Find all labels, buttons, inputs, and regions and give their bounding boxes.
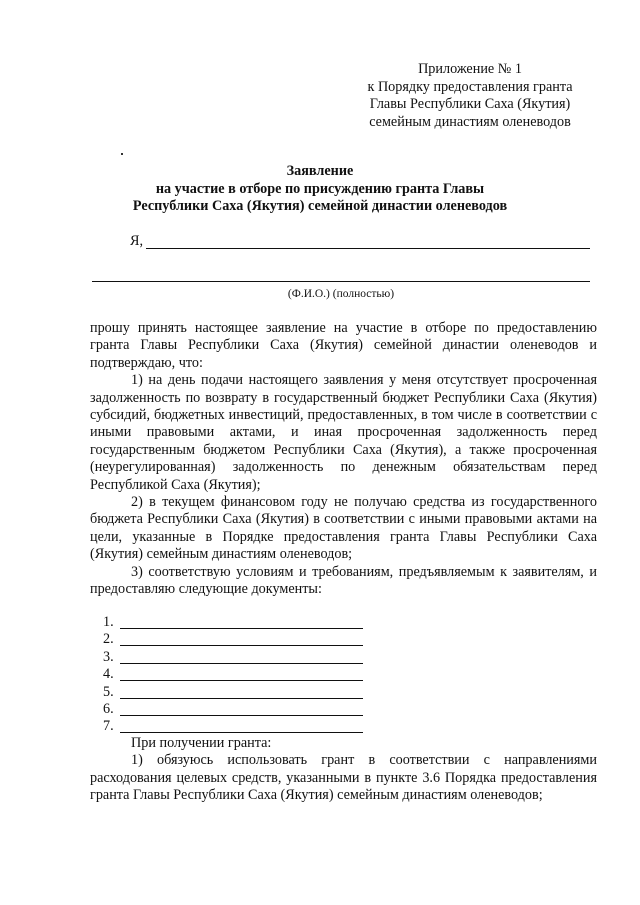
document-field[interactable]	[120, 732, 363, 733]
document-number: 7.	[103, 718, 114, 735]
document-field[interactable]	[120, 628, 363, 629]
document-number: 4.	[103, 666, 114, 683]
condition-1: 1) на день подачи настоящего заявления у меня отсутствует просроченная задолженность по возврату в государственный бюджет Республики Саха (Якутия) субсидий, бюджетных инвестиций, предоставленных, в том числе в соответствии с иными правовыми актами, и иная просроченная задолженность перед государственным бюджетом Республики Саха (Якутия), а также просроченная (неурегулированная) задолженность по денежным обязательствам перед Республикой Саха (Якутия);	[90, 372, 597, 493]
document-number: 1.	[103, 614, 114, 630]
document-number: 6.	[103, 700, 114, 717]
document-entry	[103, 631, 373, 648]
grant-heading: При получении гранта:	[131, 735, 272, 751]
documents-list	[103, 614, 373, 736]
document-entry	[103, 684, 373, 701]
document-entry	[103, 649, 373, 666]
document-title	[90, 163, 550, 216]
application-body	[90, 320, 597, 599]
document-field[interactable]	[120, 698, 363, 699]
document-number: 5.	[103, 683, 114, 700]
grant-obligations	[90, 735, 597, 805]
document-field[interactable]	[120, 680, 363, 681]
document-entry	[103, 666, 373, 683]
document-field[interactable]	[120, 645, 363, 646]
title-line: Республики Саха (Якутия) семейной династии оленеводов	[132, 198, 508, 214]
applicant-name-field-continued[interactable]	[92, 281, 590, 282]
document-entry	[103, 701, 373, 718]
title-line: Заявление	[286, 163, 354, 179]
applicant-name-field[interactable]	[146, 248, 590, 249]
document-entry	[103, 718, 373, 735]
stray-dot	[121, 153, 123, 155]
document-field[interactable]	[120, 663, 363, 664]
title-line: на участие в отборе по присуждению гранта Главы	[155, 180, 485, 197]
annex-line: семейным династиям оленеводов	[369, 113, 571, 130]
condition-2: 2) в текущем финансовом году не получаю средства из государственного бюджета Республики Саха (Якутия) в соответствии с иными правовыми актами на цели, указанные в Порядке предоставления гранта Главы Республики Саха (Якутия) семейным династиям оленеводов;	[90, 494, 597, 563]
annex-line: к Порядку предоставления гранта	[367, 78, 573, 95]
condition-3: 3) соответствую условиям и требованиям, предъявляемым к заявителям, и предоставляю следующие документы:	[90, 563, 597, 598]
annex-line: Главы Республики Саха (Якутия)	[369, 96, 571, 112]
applicant-name-row	[130, 233, 590, 253]
applicant-prefix: Я,	[130, 233, 144, 249]
document-number: 3.	[103, 648, 114, 665]
grant-obligation-1: 1) обязуюсь использовать грант в соответствии с направлениями расходования целевых средств, указанными в пункте 3.6 Порядка предоставления гранта Главы Республики Саха (Якутия) семейным династиям оленеводов;	[90, 752, 597, 804]
fio-caption: (Ф.И.О.) (полностью)	[287, 288, 395, 300]
document-entry	[103, 614, 373, 631]
document-number: 2.	[103, 631, 114, 648]
annex-line: Приложение № 1	[418, 61, 522, 77]
intro-paragraph: прошу принять настоящее заявление на участие в отборе по предоставлению гранта Главы Республики Саха (Якутия) семейной династии оленеводов и подтверждаю, что:	[90, 320, 597, 371]
annex-header	[340, 61, 600, 131]
document-field[interactable]	[120, 715, 363, 716]
